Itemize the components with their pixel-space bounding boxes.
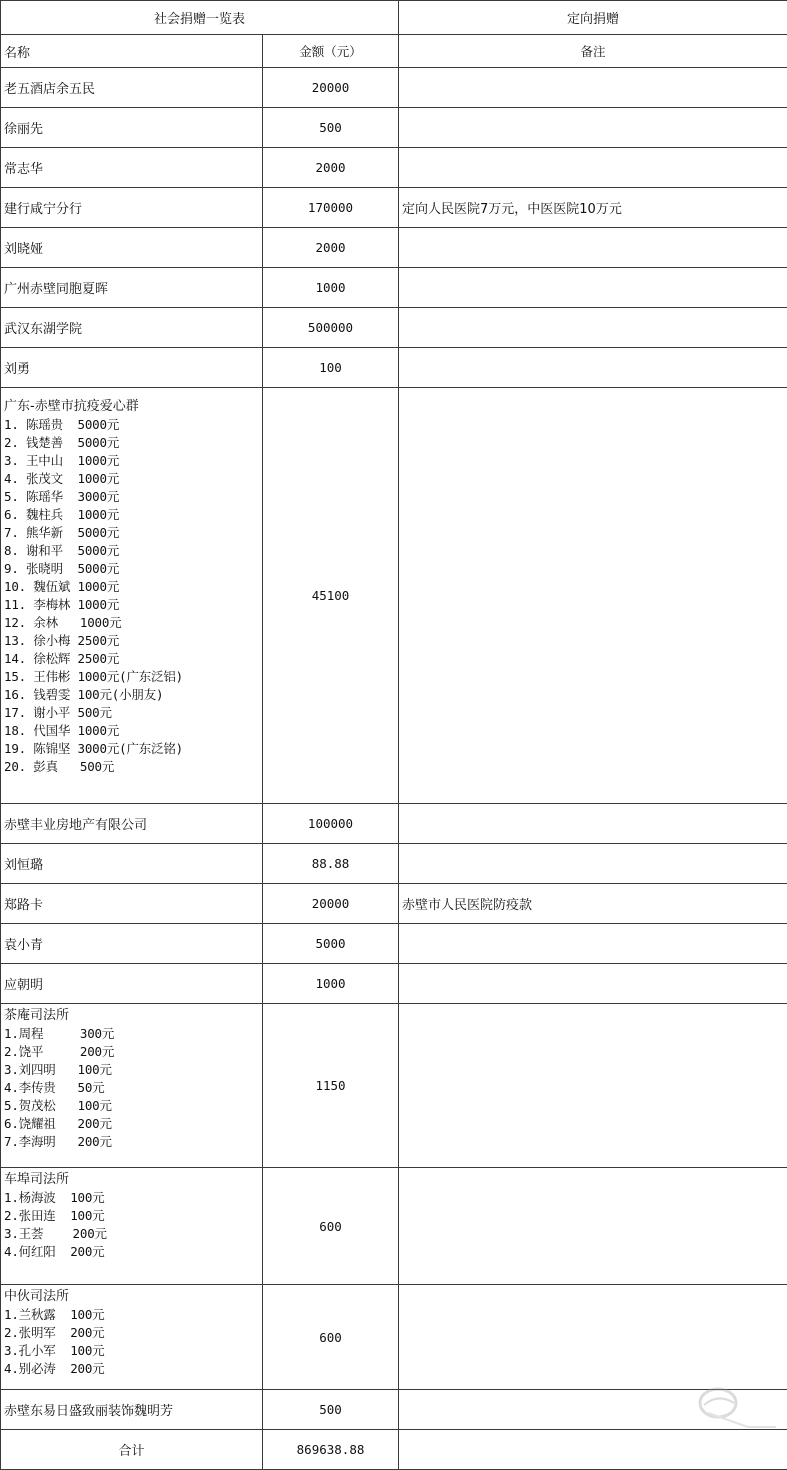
group-note (399, 388, 787, 804)
group-amount: 600 (263, 1168, 399, 1285)
table-title: 社会捐赠一览表 (1, 1, 399, 35)
group-row-zhonghuo (1, 1285, 787, 1390)
total-row (1, 1430, 787, 1470)
donor-name: 广州赤壁同胞夏晖 (1, 268, 263, 308)
group-note (399, 1004, 787, 1168)
donor-name: 赤壁东易日盛致丽装饰魏明芳 (1, 1390, 263, 1430)
donor-note (399, 268, 787, 308)
donor-amount: 2000 (263, 228, 399, 268)
group-member: 11. 李梅林 1000元 (4, 597, 120, 612)
total-label: 合计 (1, 1430, 263, 1470)
group-member: 16. 钱碧雯 100元(小朋友) (4, 687, 164, 702)
donor-amount: 1000 (263, 964, 399, 1004)
donor-note (399, 228, 787, 268)
donor-note (399, 964, 787, 1004)
group-member: 17. 谢小平 500元 (4, 705, 112, 720)
group-member: 1.杨海波 100元 (4, 1190, 105, 1205)
table-row (1, 268, 787, 308)
group-member: 9. 张晓明 5000元 (4, 561, 120, 576)
group-member: 15. 王伟彬 1000元(广东泛铝) (4, 669, 183, 684)
donor-amount: 170000 (263, 188, 399, 228)
donor-amount: 5000 (263, 924, 399, 964)
donor-amount: 500000 (263, 308, 399, 348)
group-member: 8. 谢和平 5000元 (4, 543, 120, 558)
group-amount: 1150 (263, 1004, 399, 1168)
table-row (1, 884, 787, 924)
group-member: 5.贺茂松 100元 (4, 1098, 112, 1113)
group-member: 2.饶平 200元 (4, 1044, 115, 1059)
donor-name: 建行咸宁分行 (1, 188, 263, 228)
donor-name: 赤壁丰业房地产有限公司 (1, 804, 263, 844)
group-members-cell (1, 1285, 263, 1390)
total-note (399, 1430, 787, 1470)
group-amount: 45100 (263, 388, 399, 804)
donor-name: 刘恒璐 (1, 844, 263, 884)
group-member: 2.张明军 200元 (4, 1325, 105, 1340)
group-member: 7. 熊华新 5000元 (4, 525, 120, 540)
donor-name: 刘勇 (1, 348, 263, 388)
total-amount: 869638.88 (263, 1430, 399, 1470)
donor-name: 应朝明 (1, 964, 263, 1004)
group-row-chaan (1, 1004, 787, 1168)
header-row (1, 35, 787, 68)
group-members-cell (1, 1004, 263, 1168)
col-header-note: 备注 (399, 35, 787, 68)
group-member: 6. 魏柱兵 1000元 (4, 507, 120, 522)
watermark-logo-icon (690, 1375, 780, 1435)
group-title: 广东-赤壁市抗疫爱心群 (4, 399, 139, 414)
group-note (399, 1168, 787, 1285)
donor-amount: 100 (263, 348, 399, 388)
donor-note (399, 108, 787, 148)
table-row (1, 228, 787, 268)
table-row (1, 924, 787, 964)
donor-note (399, 348, 787, 388)
donor-amount: 20000 (263, 68, 399, 108)
donor-amount: 2000 (263, 148, 399, 188)
group-member: 1.兰秋露 100元 (4, 1307, 105, 1322)
table-row (1, 68, 787, 108)
group-member: 7.李海明 200元 (4, 1134, 112, 1149)
group-member: 4.李传贵 50元 (4, 1080, 105, 1095)
group-member: 1.周程 300元 (4, 1026, 115, 1041)
group-member: 1. 陈瑶贵 5000元 (4, 417, 120, 432)
group-title: 车埠司法所 (4, 1172, 70, 1187)
table-row (1, 148, 787, 188)
donor-name: 老五酒店余五民 (1, 68, 263, 108)
group-member: 4.何红阳 200元 (4, 1244, 105, 1259)
group-title: 茶庵司法所 (4, 1008, 70, 1023)
col-header-name: 名称 (1, 35, 263, 68)
table-row (1, 348, 787, 388)
group-member: 2.张田连 100元 (4, 1208, 105, 1223)
donor-amount: 1000 (263, 268, 399, 308)
table-row (1, 108, 787, 148)
group-title: 中伙司法所 (4, 1289, 70, 1304)
group-member: 3.王荟 200元 (4, 1226, 107, 1241)
donor-amount: 500 (263, 1390, 399, 1430)
donor-amount: 500 (263, 108, 399, 148)
group-member: 12. 余林 1000元 (4, 615, 122, 630)
donor-name: 常志华 (1, 148, 263, 188)
group-members-cell (1, 1168, 263, 1285)
group-member: 13. 徐小梅 2500元 (4, 633, 120, 648)
group-member: 19. 陈锦坚 3000元(广东泛铭) (4, 741, 183, 756)
donor-name: 刘晓娅 (1, 228, 263, 268)
donor-amount: 88.88 (263, 844, 399, 884)
group-member: 18. 代国华 1000元 (4, 723, 120, 738)
group-member: 3.刘四明 100元 (4, 1062, 112, 1077)
group-member: 6.饶耀祖 200元 (4, 1116, 112, 1131)
title-row (1, 1, 787, 35)
group-row-chebu (1, 1168, 787, 1285)
group-note (399, 1285, 787, 1390)
group-member: 5. 陈瑶华 3000元 (4, 489, 120, 504)
table-row (1, 844, 787, 884)
donor-name: 徐丽先 (1, 108, 263, 148)
donor-note (399, 148, 787, 188)
group-member: 4.别必涛 200元 (4, 1361, 105, 1376)
group-members-cell (1, 388, 263, 804)
donor-note (399, 804, 787, 844)
group-member: 2. 钱楚善 5000元 (4, 435, 120, 450)
donor-name: 袁小青 (1, 924, 263, 964)
donor-amount: 20000 (263, 884, 399, 924)
table-row (1, 964, 787, 1004)
table-row (1, 1390, 787, 1430)
table-row (1, 804, 787, 844)
group-member: 4. 张茂文 1000元 (4, 471, 120, 486)
directed-title: 定向捐赠 (399, 1, 787, 35)
donor-note: 定向人民医院7万元，中医医院10万元 (399, 188, 787, 228)
group-member: 20. 彭真 500元 (4, 759, 115, 774)
group-member: 14. 徐松辉 2500元 (4, 651, 120, 666)
donor-note (399, 844, 787, 884)
donor-note (399, 308, 787, 348)
col-header-amount: 金额（元） (263, 35, 399, 68)
table-row (1, 188, 787, 228)
group-row-guangdong (1, 388, 787, 804)
donor-note (399, 68, 787, 108)
group-member: 10. 魏伍斌 1000元 (4, 579, 120, 594)
group-amount: 600 (263, 1285, 399, 1390)
table-row (1, 308, 787, 348)
donor-name: 武汉东湖学院 (1, 308, 263, 348)
donor-amount: 100000 (263, 804, 399, 844)
donor-note (399, 924, 787, 964)
group-member: 3.孔小军 100元 (4, 1343, 105, 1358)
donor-note: 赤壁市人民医院防疫款 (399, 884, 787, 924)
group-member: 3. 王中山 1000元 (4, 453, 120, 468)
donor-name: 郑路卡 (1, 884, 263, 924)
